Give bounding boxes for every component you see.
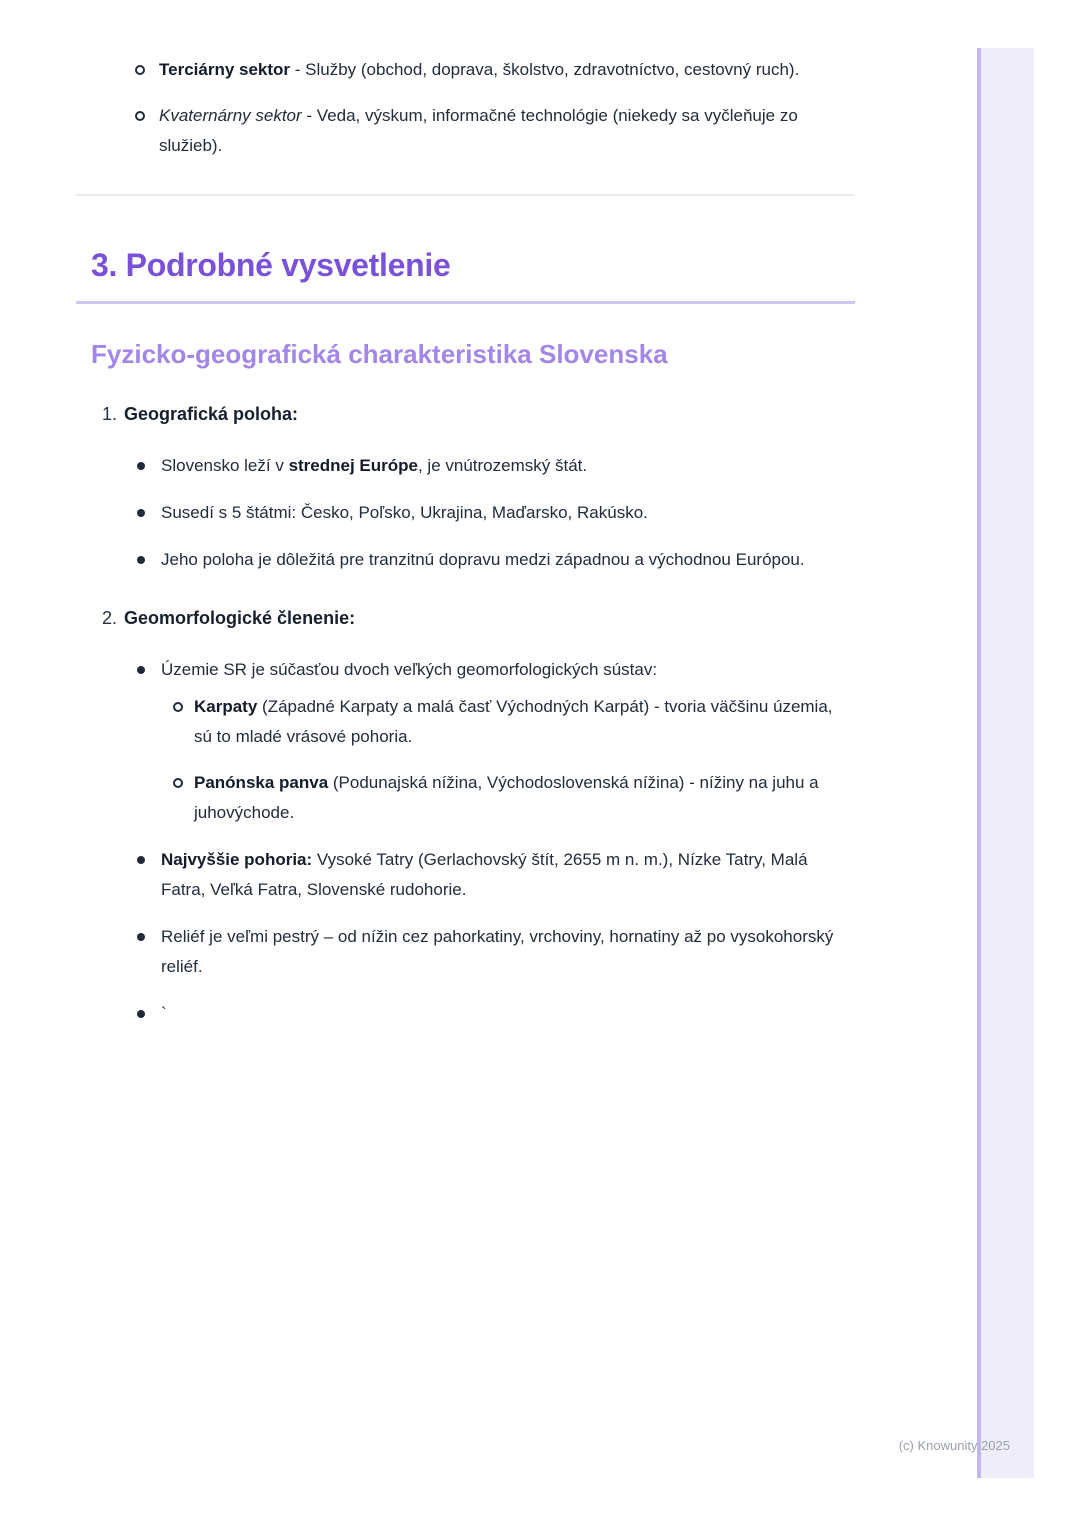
section-number: 1. bbox=[102, 404, 118, 424]
list-item-text bbox=[161, 498, 837, 528]
heading-underline bbox=[76, 301, 855, 304]
top-bullet-list bbox=[90, 55, 856, 161]
text-segment: (Podunajská nížina, Východoslovenská nížina) - nížiny na juhu a juhovýchode. bbox=[194, 773, 819, 822]
text-segment: Reliéf je veľmi pestrý – od nížin cez pahorkatiny, vrchoviny, hornatiny až po vysokohorský reliéf. bbox=[161, 927, 834, 976]
text-segment: Jeho poloha je dôležitá pre tranzitnú dopravu medzi západnou a východnou Európou. bbox=[161, 550, 805, 569]
bullet-list-geografia bbox=[90, 451, 856, 575]
circle-bullet-icon bbox=[135, 111, 145, 121]
text-segment: Vysoké Tatry (Gerlachovský štít, 2655 m n. m.), Nízke Tatry, Malá Fatra, Veľká Fatra, Slovenské rudohorie. bbox=[161, 850, 808, 899]
sub-list-item-text bbox=[194, 692, 834, 752]
section-divider bbox=[76, 194, 855, 196]
circle-bullet-icon bbox=[173, 702, 183, 712]
list-item-lead: Kvaternárny sektor bbox=[159, 106, 302, 125]
list-item bbox=[90, 999, 856, 1029]
subsection-heading: Fyzicko-geografická charakteristika Slovenska bbox=[91, 339, 668, 369]
text-segment-bold: Najvyššie pohoria: bbox=[161, 850, 313, 869]
disc-bullet-icon bbox=[137, 462, 145, 470]
text-segment: Územie SR je súčasťou dvoch veľkých geomorfologických sústav: bbox=[161, 660, 658, 679]
disc-bullet-icon bbox=[137, 666, 145, 674]
list-item-lead: Terciárny sektor bbox=[159, 60, 291, 79]
text-segment: Slovensko leží v bbox=[161, 456, 289, 475]
disc-bullet-icon bbox=[137, 933, 145, 941]
sub-list-item bbox=[161, 692, 837, 752]
numbered-section-header-2 bbox=[102, 605, 856, 631]
list-item bbox=[90, 922, 856, 982]
text-segment: Susedí s 5 štátmi: Česko, Poľsko, Ukrajina, Maďarsko, Rakúsko. bbox=[161, 503, 648, 522]
numbered-section-header-1 bbox=[102, 401, 856, 427]
list-item-text bbox=[161, 845, 837, 905]
section-number: 2. bbox=[102, 608, 118, 628]
circle-bullet-icon bbox=[173, 778, 183, 788]
list-item bbox=[90, 545, 856, 575]
list-item-text bbox=[161, 655, 837, 828]
sub-bullet-list bbox=[161, 692, 837, 828]
page-heading: 3. Podrobné vysvetlenie bbox=[91, 247, 451, 283]
list-item-kvaternarny-sektor bbox=[90, 101, 856, 161]
text-segment: (Západné Karpaty a malá časť Východných Karpát) - tvoria väčšinu územia, sú to mladé vrásové pohoria. bbox=[194, 697, 833, 746]
circle-bullet-icon bbox=[135, 65, 145, 75]
sub-list-item-text bbox=[194, 768, 834, 828]
footer-copyright: (c) Knowunity 2025 bbox=[898, 1438, 1010, 1453]
text-segment: , je vnútrozemský štát. bbox=[417, 456, 588, 475]
section-title: Geografická poloha: bbox=[124, 404, 299, 424]
list-item bbox=[90, 655, 856, 828]
list-item-text bbox=[159, 101, 835, 161]
disc-bullet-icon bbox=[137, 856, 145, 864]
sidebar-accent-bar bbox=[977, 48, 1034, 1478]
list-item-text bbox=[161, 545, 837, 575]
text-segment: ` bbox=[161, 1004, 167, 1023]
list-item bbox=[90, 451, 856, 481]
disc-bullet-icon bbox=[137, 1010, 145, 1018]
text-segment-bold: Karpaty bbox=[194, 697, 258, 716]
text-segment-bold: Panónska panva bbox=[194, 773, 329, 792]
list-item bbox=[90, 845, 856, 905]
list-item-rest: - Veda, výskum, informačné technológie (niekedy sa vyčleňuje zo služieb). bbox=[159, 106, 798, 155]
list-item-terciarny-sektor bbox=[90, 55, 856, 85]
document-content bbox=[90, 0, 856, 1046]
disc-bullet-icon bbox=[137, 509, 145, 517]
list-item-text bbox=[161, 999, 837, 1029]
sub-list-item bbox=[161, 768, 837, 828]
bullet-list-geomorfologia bbox=[90, 655, 856, 1029]
list-item-text bbox=[161, 922, 837, 982]
text-segment-bold: strednej Európe bbox=[288, 456, 418, 475]
list-item bbox=[90, 498, 856, 528]
section-title: Geomorfologické členenie: bbox=[124, 608, 356, 628]
disc-bullet-icon bbox=[137, 556, 145, 564]
list-item-text bbox=[161, 451, 837, 481]
list-item-rest: - Služby (obchod, doprava, školstvo, zdravotníctvo, cestovný ruch). bbox=[290, 60, 800, 79]
list-item-text bbox=[159, 55, 835, 85]
